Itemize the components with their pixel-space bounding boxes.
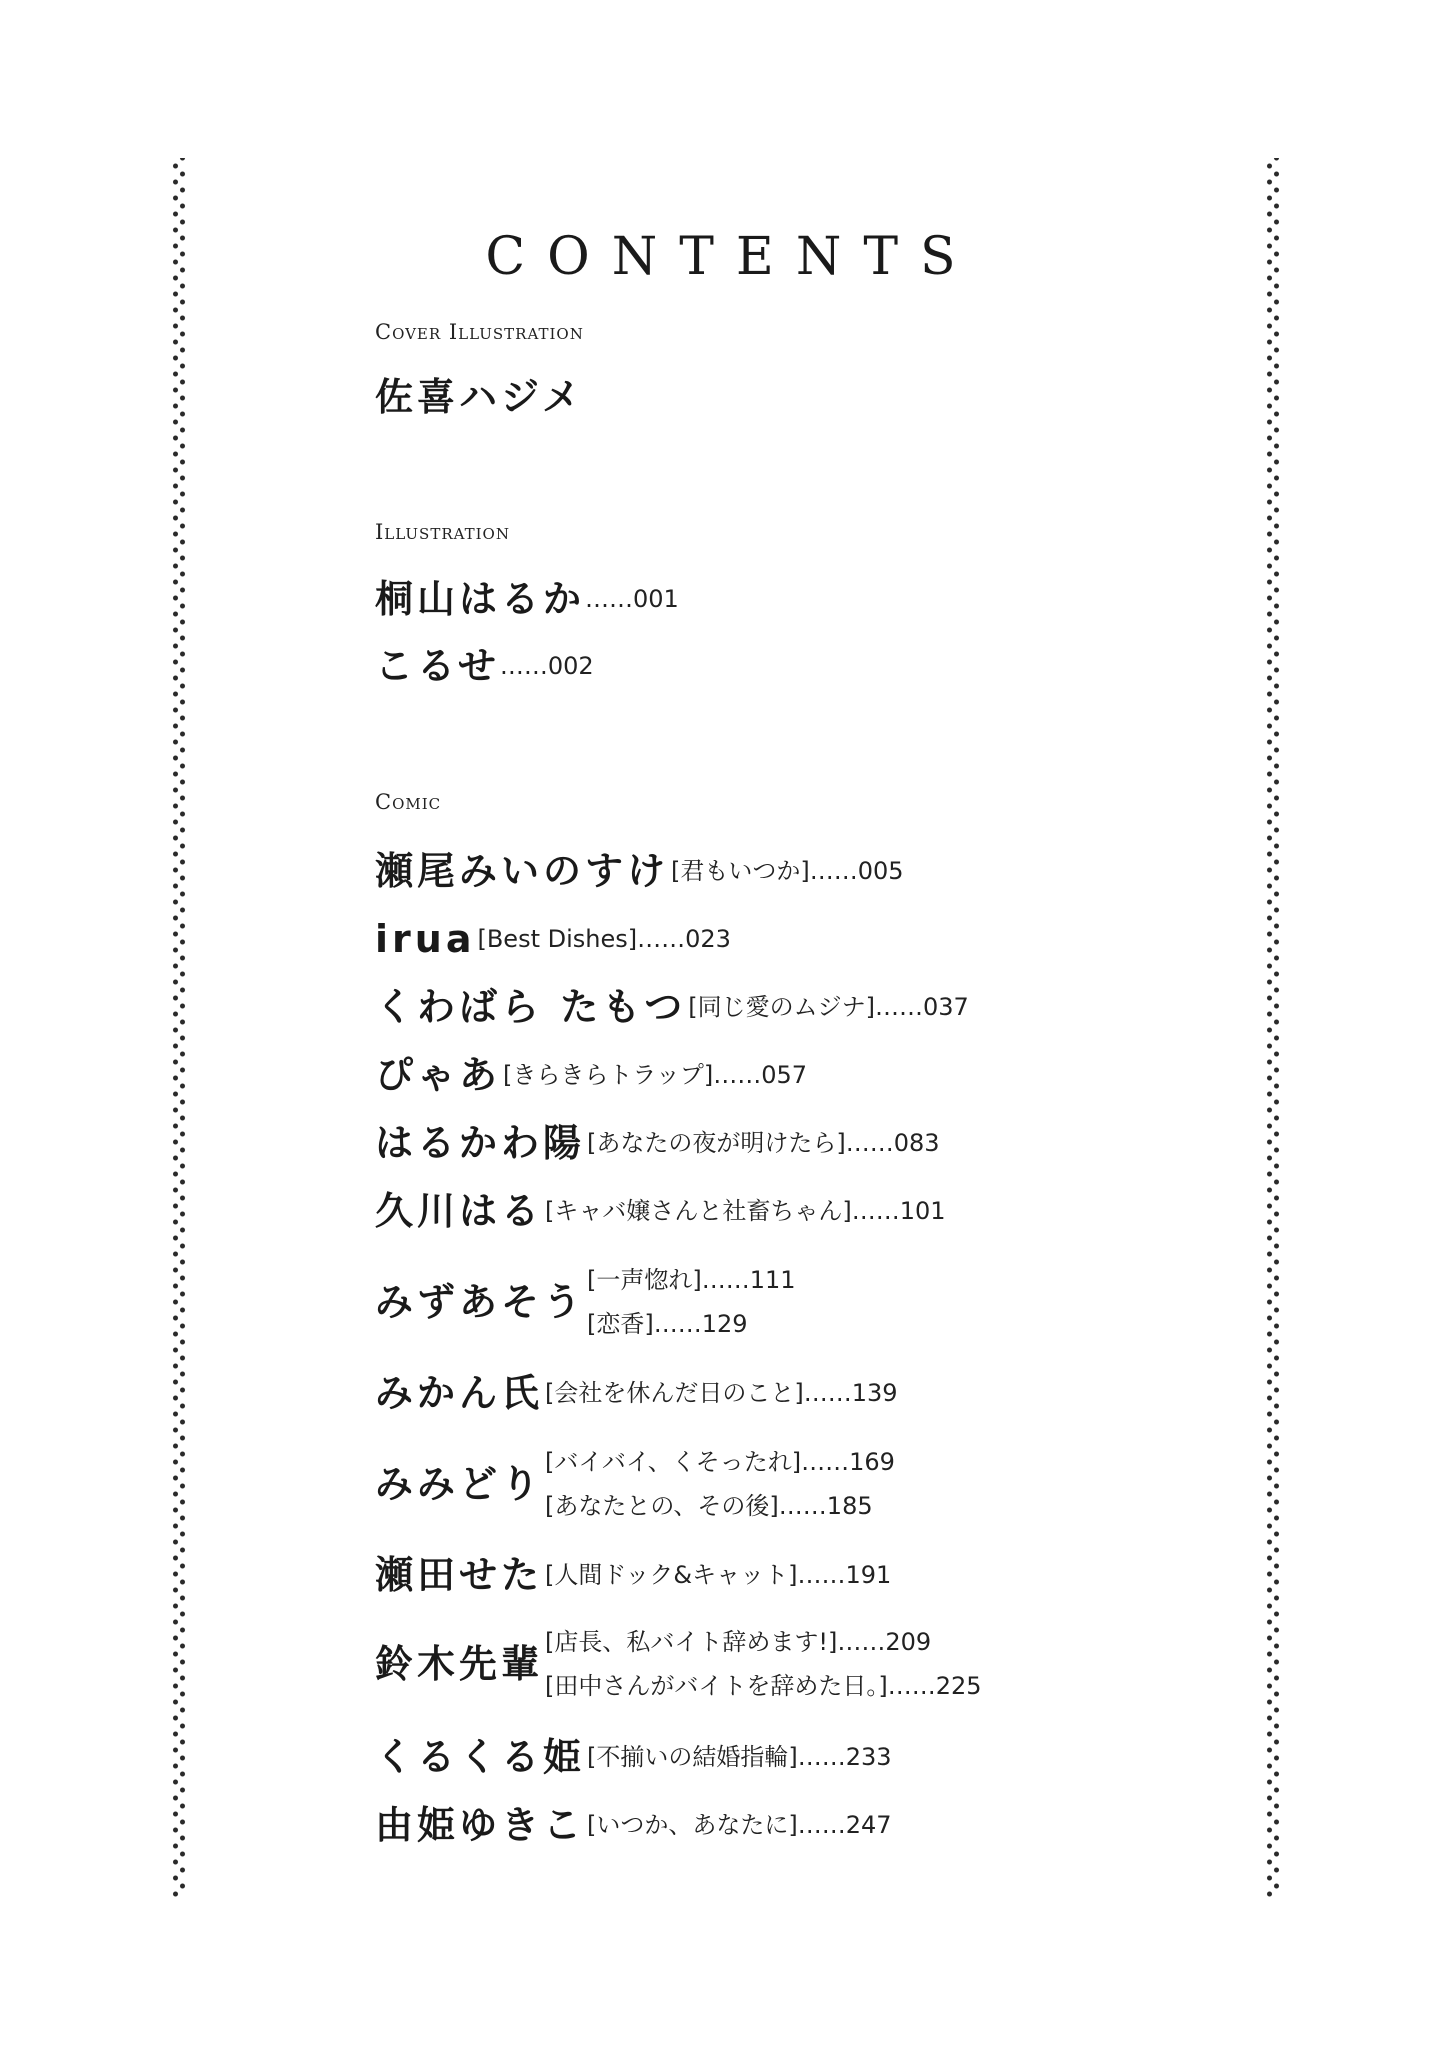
toc-entry[interactable]: [375, 1371, 898, 1415]
toc-entry[interactable]: [375, 1553, 892, 1597]
author-name: 瀬尾みいのすけ: [375, 849, 670, 893]
page-number: 185: [826, 1492, 873, 1520]
left-dotted-border: [172, 158, 186, 1898]
toc-entry[interactable]: [375, 644, 594, 688]
page-number: 057: [761, 1061, 808, 1089]
dot-leader: ……: [585, 585, 634, 613]
dot-leader: ……: [837, 1628, 886, 1656]
dot-leader: ……: [809, 857, 858, 885]
dot-leader: ……: [797, 1743, 846, 1771]
dot-leader: ……: [499, 652, 548, 680]
author-name: 鈴木先輩: [375, 1642, 544, 1686]
toc-entry[interactable]: [375, 1121, 940, 1165]
work-line[interactable]: [545, 1484, 895, 1528]
cover-entry: [375, 375, 584, 419]
dot-leader: ……: [797, 1561, 846, 1589]
toc-entry[interactable]: [375, 985, 969, 1029]
toc-entry[interactable]: [375, 849, 904, 893]
dot-leader: ……: [803, 1379, 852, 1407]
work-line[interactable]: [545, 1440, 895, 1484]
page-number: 233: [845, 1743, 892, 1771]
page-number: 002: [547, 652, 594, 680]
toc-entry-multi: [375, 1440, 895, 1528]
work-title: [会社を休んだ日のこと]: [545, 1379, 804, 1407]
work-title: [君もいつか]: [671, 857, 810, 885]
page-number: 101: [899, 1197, 946, 1225]
toc-entry-multi: [375, 1258, 796, 1346]
work-title: [一声惚れ]: [587, 1266, 702, 1294]
toc-entry[interactable]: [375, 1053, 808, 1097]
section-label-comic: Comic: [375, 790, 442, 814]
work-title: [きらきらトラップ]: [503, 1061, 714, 1089]
page-number: 247: [845, 1811, 892, 1839]
toc-entry[interactable]: [375, 1803, 892, 1847]
author-name: みずあそう: [375, 1280, 586, 1324]
toc-entry[interactable]: [375, 917, 731, 961]
work-title: [あなたとの、その後]: [545, 1492, 779, 1520]
author-name: 瀬田せた: [375, 1553, 544, 1597]
page-number: 191: [845, 1561, 892, 1589]
work-title: [田中さんがバイトを辞めた日。]: [545, 1672, 888, 1700]
page-number: 037: [922, 993, 969, 1021]
page-number: 083: [893, 1129, 940, 1157]
author-name: みみどり: [375, 1462, 544, 1506]
author-name: はるかわ陽: [375, 1121, 586, 1165]
toc-entry[interactable]: [375, 1189, 946, 1233]
dot-leader: ……: [713, 1061, 762, 1089]
work-list: [545, 1620, 982, 1708]
toc-entry-multi: [375, 1620, 982, 1708]
page-number: 139: [851, 1379, 898, 1407]
work-title: [恋香]: [587, 1310, 654, 1338]
author-name: irua: [375, 917, 476, 961]
author-name: くるくる姫: [375, 1735, 586, 1779]
author-name: 久川はる: [375, 1189, 544, 1233]
page-number: 111: [749, 1266, 796, 1294]
dot-leader: ……: [701, 1266, 750, 1294]
author-name: くわばら たもつ: [375, 985, 687, 1029]
page-number: 169: [849, 1448, 895, 1476]
page-number: 225: [935, 1672, 982, 1700]
page-number: 209: [885, 1628, 932, 1656]
dot-leader: ……: [797, 1811, 846, 1839]
work-line[interactable]: [545, 1620, 982, 1664]
author-name: 佐喜ハジメ: [375, 375, 584, 419]
work-title: [キャバ嬢さんと社畜ちゃん]: [545, 1197, 852, 1225]
work-title: [Best Dishes]: [477, 925, 638, 953]
work-list: [545, 1440, 895, 1528]
work-line[interactable]: [545, 1664, 982, 1708]
dot-leader: ……: [653, 1310, 702, 1338]
work-list: [587, 1258, 796, 1346]
right-dotted-border: [1266, 158, 1280, 1898]
dot-leader: ……: [874, 993, 923, 1021]
work-title: [不揃いの結婚指輪]: [587, 1743, 798, 1771]
author-name: 由姫ゆきこ: [375, 1803, 586, 1847]
page-number: 023: [685, 925, 731, 953]
work-title: [同じ愛のムジナ]: [688, 993, 875, 1021]
work-title: [人間ドック&キャット]: [545, 1561, 798, 1589]
section-label-illustration: Illustration: [375, 520, 510, 544]
dot-leader: ……: [887, 1672, 936, 1700]
dot-leader: ……: [851, 1197, 900, 1225]
work-title: [いつか、あなたに]: [587, 1811, 798, 1839]
author-name: 桐山はるか: [375, 577, 586, 621]
dot-leader: ……: [801, 1448, 850, 1476]
section-label-cover-illustration: Cover Illustration: [375, 320, 584, 344]
author-name: ぴゃあ: [375, 1053, 502, 1097]
dot-leader: ……: [778, 1492, 827, 1520]
page-title: CONTENTS: [485, 226, 978, 287]
toc-entry[interactable]: [375, 577, 679, 621]
page-number: 001: [633, 585, 679, 613]
dot-leader: ……: [845, 1129, 894, 1157]
author-name: みかん氏: [375, 1371, 544, 1415]
work-line[interactable]: [587, 1302, 796, 1346]
page-number: 005: [857, 857, 904, 885]
work-line[interactable]: [587, 1258, 796, 1302]
dot-leader: ……: [637, 925, 686, 953]
work-title: [バイバイ、くそったれ]: [545, 1448, 802, 1476]
work-title: [店長、私バイト辞めます!]: [545, 1628, 838, 1656]
toc-entry[interactable]: [375, 1735, 892, 1779]
work-title: [あなたの夜が明けたら]: [587, 1129, 846, 1157]
page-number: 129: [701, 1310, 748, 1338]
author-name: こるせ: [375, 644, 500, 688]
